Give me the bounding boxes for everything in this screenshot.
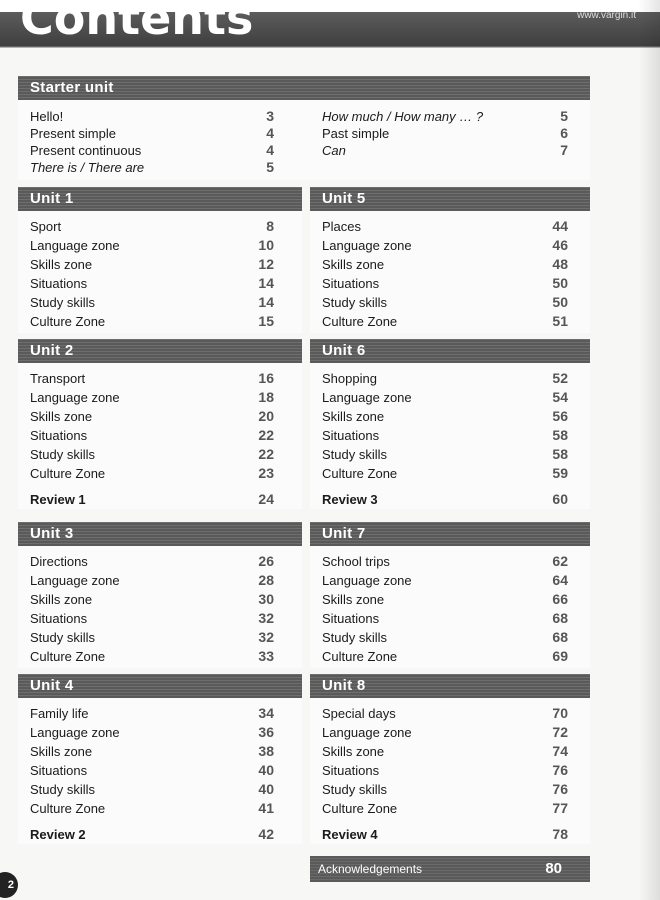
acknowledgements-page: 80 xyxy=(545,860,562,877)
entry-label: Language zone xyxy=(30,573,120,588)
entry-label: Review 2 xyxy=(30,827,86,842)
entry-page: 78 xyxy=(552,826,568,842)
entry-page: 6 xyxy=(560,125,568,141)
entry-page: 18 xyxy=(258,389,274,405)
entry-label: Situations xyxy=(30,428,88,443)
entry-page: 26 xyxy=(258,553,274,569)
toc-entry[interactable] xyxy=(322,217,568,236)
entry-label: Skills zone xyxy=(30,257,93,272)
entry-label: Places xyxy=(322,219,362,234)
entry-page: 40 xyxy=(258,781,274,797)
entry-label: Language zone xyxy=(322,390,412,405)
entry-label: Language zone xyxy=(30,390,120,405)
entry-label: Transport xyxy=(30,371,86,386)
entry-label: Language zone xyxy=(322,573,412,588)
entry-label: Skills zone xyxy=(30,592,93,607)
entry-label: Culture Zone xyxy=(30,314,106,329)
toc-entry[interactable] xyxy=(30,742,274,761)
entry-page: 14 xyxy=(258,275,274,291)
toc-entry[interactable] xyxy=(322,445,568,464)
entry-page: 3 xyxy=(266,108,274,124)
entry-page: 76 xyxy=(552,762,568,778)
entry-page: 51 xyxy=(552,313,568,329)
toc-entry[interactable] xyxy=(30,628,274,647)
entry-page: 22 xyxy=(258,446,274,462)
toc-entry[interactable] xyxy=(322,464,568,483)
entry-label: Study skills xyxy=(322,295,388,310)
entry-label: Situations xyxy=(322,276,380,291)
toc-entry[interactable] xyxy=(30,609,274,628)
entry-page: 28 xyxy=(258,572,274,588)
entry-page: 64 xyxy=(552,572,568,588)
toc-entry[interactable] xyxy=(322,426,568,445)
unit-heading-4: Unit 6 xyxy=(310,339,590,363)
entry-page: 66 xyxy=(552,591,568,607)
entry-page: 46 xyxy=(552,237,568,253)
toc-entry[interactable] xyxy=(322,742,568,761)
entry-label: Review 3 xyxy=(322,492,378,507)
unit-heading-3: Unit 2 xyxy=(18,339,302,363)
entry-label: Language zone xyxy=(30,725,120,740)
entry-page: 5 xyxy=(560,108,568,124)
toc-entry[interactable] xyxy=(30,761,274,780)
entry-page: 5 xyxy=(266,159,274,175)
entry-page: 56 xyxy=(552,408,568,424)
entry-label: Review 4 xyxy=(322,827,378,842)
toc-entry[interactable] xyxy=(322,723,568,742)
review-entry[interactable] xyxy=(30,490,274,509)
page-header xyxy=(0,0,660,48)
entry-label: Family life xyxy=(30,706,89,721)
unit-heading-5: Unit 3 xyxy=(18,522,302,546)
entry-label: Language zone xyxy=(322,725,412,740)
toc-entry[interactable] xyxy=(30,445,274,464)
review-entry[interactable] xyxy=(30,825,274,844)
entry-page: 72 xyxy=(552,724,568,740)
unit-heading-1: Unit 1 xyxy=(18,187,302,211)
toc-entry[interactable] xyxy=(322,312,568,331)
toc-entry[interactable] xyxy=(322,609,568,628)
toc-entry[interactable] xyxy=(30,780,274,799)
entry-page: 50 xyxy=(552,294,568,310)
entry-label: There is / There are xyxy=(30,160,145,175)
entry-label: Sport xyxy=(30,219,62,234)
entry-label: Study skills xyxy=(30,447,96,462)
unit-heading-2: Unit 5 xyxy=(310,187,590,211)
entry-label: Study skills xyxy=(30,782,96,797)
page-title: Contents xyxy=(20,0,254,45)
entry-page: 32 xyxy=(258,610,274,626)
toc-entry[interactable] xyxy=(322,369,568,388)
entry-label: Situations xyxy=(322,428,380,443)
entry-page: 77 xyxy=(552,800,568,816)
toc-entry[interactable] xyxy=(322,388,568,407)
entry-label: Situations xyxy=(322,611,380,626)
entry-page: 60 xyxy=(552,491,568,507)
entry-label: School trips xyxy=(322,554,390,569)
toc-entry[interactable] xyxy=(30,388,274,407)
entry-label: Skills zone xyxy=(322,744,385,759)
entry-label: Skills zone xyxy=(30,409,93,424)
entry-page: 52 xyxy=(552,370,568,386)
toc-entry[interactable] xyxy=(322,799,568,818)
entry-page: 42 xyxy=(258,826,274,842)
entry-label: Skills zone xyxy=(322,257,385,272)
toc-entry[interactable] xyxy=(322,628,568,647)
entry-label: Study skills xyxy=(322,447,388,462)
entry-label: Review 1 xyxy=(30,492,86,507)
toc-entry[interactable] xyxy=(30,407,274,426)
entry-page: 7 xyxy=(560,142,568,158)
entry-page: 58 xyxy=(552,427,568,443)
acknowledgements-label: Acknowledgements xyxy=(318,862,423,876)
entry-label: Culture Zone xyxy=(322,801,398,816)
entry-page: 16 xyxy=(258,370,274,386)
entry-label: Culture Zone xyxy=(322,466,398,481)
toc-entry[interactable] xyxy=(322,552,568,571)
entry-page: 34 xyxy=(258,705,274,721)
entry-label: Situations xyxy=(30,763,88,778)
entry-page: 23 xyxy=(258,465,274,481)
page-edge-shadow xyxy=(638,0,660,900)
toc-entry[interactable] xyxy=(30,236,274,255)
toc-entry[interactable] xyxy=(322,647,568,666)
entry-label: Hello! xyxy=(30,109,64,124)
toc-entry[interactable] xyxy=(322,780,568,799)
toc-entry[interactable] xyxy=(322,590,568,609)
entry-page: 76 xyxy=(552,781,568,797)
toc-entry[interactable] xyxy=(322,274,568,293)
toc-entry[interactable] xyxy=(322,571,568,590)
toc-entry[interactable] xyxy=(30,255,274,274)
entry-page: 58 xyxy=(552,446,568,462)
entry-page: 74 xyxy=(552,743,568,759)
entry-label: Skills zone xyxy=(322,409,385,424)
entry-page: 50 xyxy=(552,275,568,291)
toc-entry[interactable] xyxy=(30,464,274,483)
entry-label: Study skills xyxy=(322,782,388,797)
entry-page: 22 xyxy=(258,427,274,443)
entry-page: 44 xyxy=(552,218,568,234)
entry-label: Study skills xyxy=(30,295,96,310)
entry-page: 8 xyxy=(266,218,274,234)
toc-entry[interactable] xyxy=(322,293,568,312)
entry-label: Situations xyxy=(322,763,380,778)
entry-page: 62 xyxy=(552,553,568,569)
entry-page: 38 xyxy=(258,743,274,759)
toc-entry[interactable] xyxy=(322,761,568,780)
toc-entry[interactable] xyxy=(30,312,274,331)
entry-page: 12 xyxy=(258,256,274,272)
unit-heading-6: Unit 7 xyxy=(310,522,590,546)
entry-page: 48 xyxy=(552,256,568,272)
entry-label: Culture Zone xyxy=(322,314,398,329)
review-entry[interactable] xyxy=(322,825,568,844)
entry-label: Directions xyxy=(30,554,88,569)
entry-label: Present simple xyxy=(30,126,116,141)
entry-label: Skills zone xyxy=(322,592,385,607)
entry-page: 24 xyxy=(258,491,274,507)
toc-entry[interactable] xyxy=(30,293,274,312)
toc-entry[interactable] xyxy=(30,704,274,723)
entry-page: 4 xyxy=(266,142,274,158)
entry-page: 15 xyxy=(258,313,274,329)
acknowledgements-entry[interactable] xyxy=(310,856,590,882)
entry-page: 41 xyxy=(258,800,274,816)
entry-page: 10 xyxy=(258,237,274,253)
entry-page: 32 xyxy=(258,629,274,645)
entry-label: Situations xyxy=(30,611,88,626)
toc-entry[interactable] xyxy=(30,426,274,445)
entry-label: Culture Zone xyxy=(322,649,398,664)
header-url: www.vargin.it xyxy=(577,10,636,21)
entry-label: Culture Zone xyxy=(30,649,106,664)
entry-label: Language zone xyxy=(30,238,120,253)
entry-page: 30 xyxy=(258,591,274,607)
entry-label: Can xyxy=(322,143,346,158)
toc-entry[interactable] xyxy=(322,704,568,723)
entry-page: 40 xyxy=(258,762,274,778)
entry-label: Shopping xyxy=(322,371,377,386)
toc-entry[interactable] xyxy=(322,236,568,255)
entry-label: Past simple xyxy=(322,126,390,141)
toc-entry[interactable] xyxy=(30,274,274,293)
toc-entry[interactable] xyxy=(30,571,274,590)
entry-page: 69 xyxy=(552,648,568,664)
entry-label: Situations xyxy=(30,276,88,291)
entry-label: Skills zone xyxy=(30,744,93,759)
page-number-badge: 2 xyxy=(0,872,18,898)
entry-label: Culture Zone xyxy=(30,466,106,481)
toc-entry[interactable] xyxy=(322,141,568,160)
entry-page: 54 xyxy=(552,389,568,405)
entry-page: 59 xyxy=(552,465,568,481)
toc-entry[interactable] xyxy=(30,158,274,177)
toc-entry[interactable] xyxy=(30,590,274,609)
toc-entry[interactable] xyxy=(322,407,568,426)
starter-unit-heading: Starter unit xyxy=(18,76,590,100)
entry-page: 70 xyxy=(552,705,568,721)
entry-label: Language zone xyxy=(322,238,412,253)
toc-entry[interactable] xyxy=(30,552,274,571)
entry-page: 33 xyxy=(258,648,274,664)
toc-entry[interactable] xyxy=(322,255,568,274)
entry-label: Culture Zone xyxy=(30,801,106,816)
unit-heading-8: Unit 8 xyxy=(310,674,590,698)
toc-entry[interactable] xyxy=(30,647,274,666)
entry-label: Study skills xyxy=(30,630,96,645)
entry-page: 4 xyxy=(266,125,274,141)
entry-page: 68 xyxy=(552,629,568,645)
toc-entry[interactable] xyxy=(30,723,274,742)
entry-page: 36 xyxy=(258,724,274,740)
toc-entry[interactable] xyxy=(30,799,274,818)
unit-heading-7: Unit 4 xyxy=(18,674,302,698)
review-entry[interactable] xyxy=(322,490,568,509)
entry-label: Study skills xyxy=(322,630,388,645)
entry-page: 14 xyxy=(258,294,274,310)
entry-label: How much / How many … ? xyxy=(322,109,484,124)
entry-page: 20 xyxy=(258,408,274,424)
entry-label: Special days xyxy=(322,706,396,721)
toc-entry[interactable] xyxy=(30,369,274,388)
entry-label: Present continuous xyxy=(30,143,142,158)
toc-entry[interactable] xyxy=(30,217,274,236)
entry-page: 68 xyxy=(552,610,568,626)
